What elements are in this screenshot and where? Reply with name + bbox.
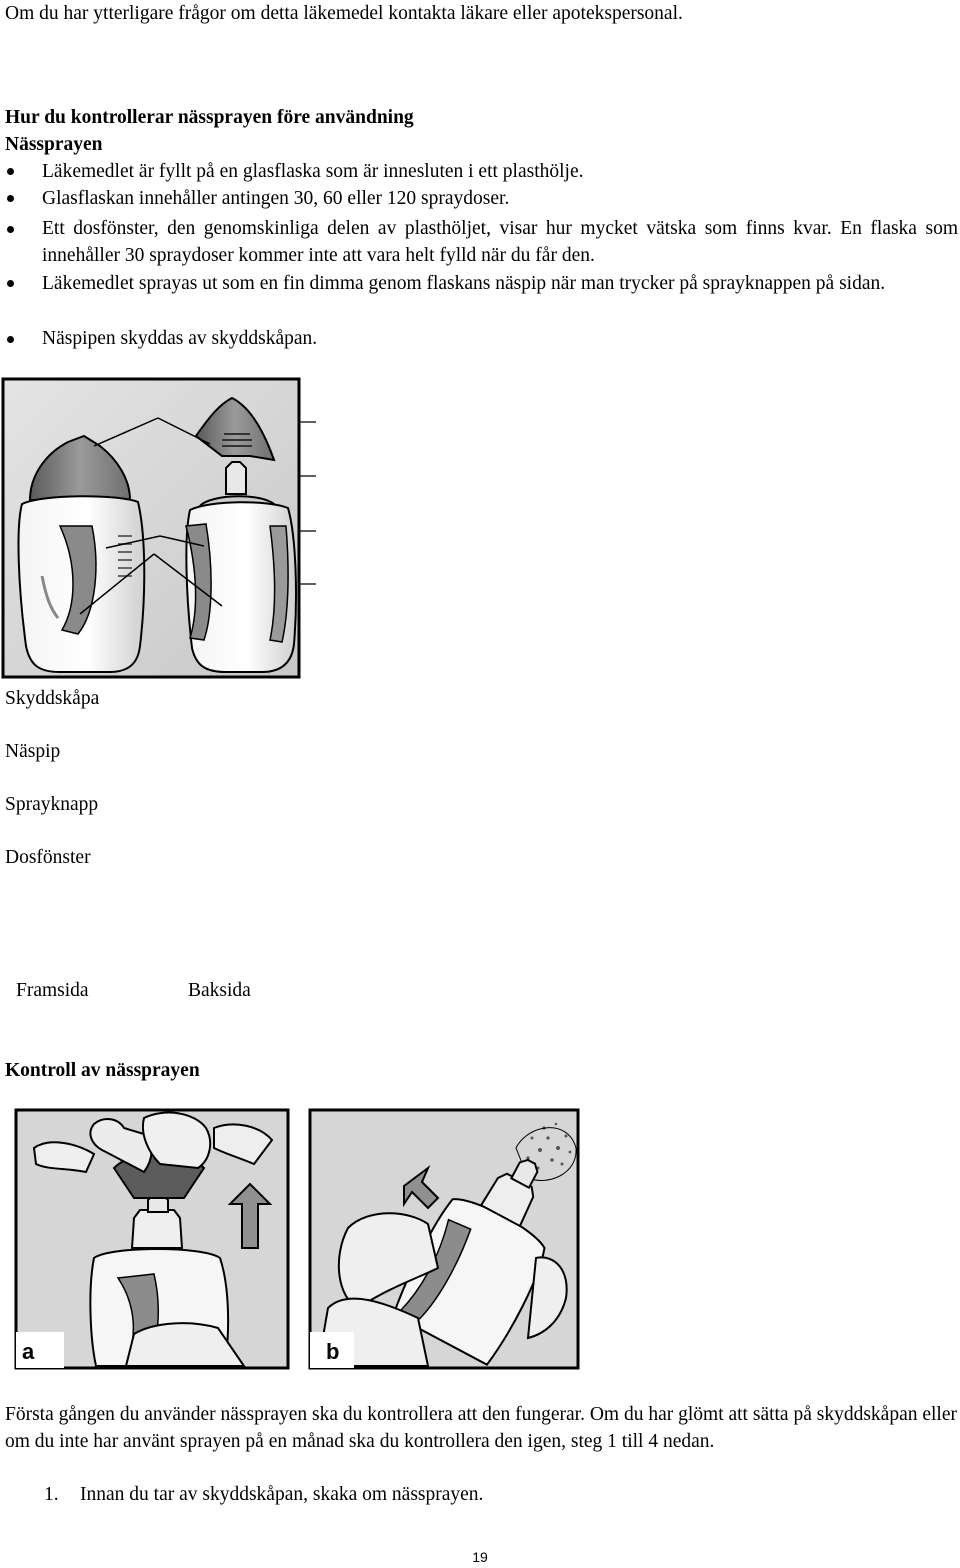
check-paragraph: Första gången du använder nässprayen ska du kontrollera att den fungerar. Om du har glömt att sätta på skyddskåpan eller om du inte har använt sprayen på en månad ska du kontrollera den igen, steg 1 till 4 nedan. bbox=[5, 1404, 957, 1452]
bullet-dot bbox=[7, 280, 14, 287]
step-number: 1. bbox=[44, 1484, 59, 1505]
intro-text: Om du har ytterligare frågor om detta läkemedel kontakta läkare eller apotekspersonal. bbox=[5, 3, 683, 24]
bullet-item: Näspipen skyddas av skyddskåpan. bbox=[42, 328, 318, 349]
caption-baksida: Baksida bbox=[188, 980, 251, 1001]
bullet-dot bbox=[7, 168, 14, 175]
bullet-item: Glasflaskan innehåller antingen 30, 60 eller 120 spraydoser. bbox=[42, 188, 510, 209]
label-sprayknapp: Sprayknapp bbox=[5, 794, 99, 815]
bullet-dot bbox=[7, 226, 14, 233]
bullet-dot bbox=[7, 336, 14, 343]
label-dosfonster: Dosfönster bbox=[5, 847, 91, 868]
panel-b-image bbox=[308, 1108, 580, 1370]
section-subheading: Nässprayen bbox=[5, 134, 103, 155]
label-naspip: Näspip bbox=[5, 741, 61, 762]
bullet-dot bbox=[7, 195, 14, 202]
section-heading: Hur du kontrollerar nässprayen före användning bbox=[5, 107, 414, 128]
label-skyddskapa: Skyddskåpa bbox=[5, 688, 100, 709]
check-heading: Kontroll av nässprayen bbox=[5, 1060, 200, 1081]
panel-a-label: a bbox=[22, 1339, 35, 1364]
bullet-item: Läkemedlet är fyllt på en glasflaska som är innesluten i ett plasthölje. bbox=[42, 161, 584, 182]
panel-b-label: b bbox=[326, 1339, 340, 1364]
step-text: Innan du tar av skyddskåpan, skaka om nässprayen. bbox=[80, 1484, 484, 1505]
bullet-item: Ett dosfönster, den genomskinliga delen av plasthöljet, visar hur mycket vätska som finns kvar. En flaska som innehåller 30 spraydoser kommer inte att vara helt fylld när du får den. bbox=[42, 218, 958, 266]
page-number: 19 bbox=[472, 1549, 488, 1565]
bullet-item: Läkemedlet sprayas ut som en fin dimma genom flaskans näspip när man trycker på sprayknappen på sidan. bbox=[42, 273, 886, 294]
panel-a-image bbox=[14, 1108, 290, 1370]
nasal-spray-diagram bbox=[0, 376, 320, 681]
caption-framsida: Framsida bbox=[16, 980, 89, 1001]
